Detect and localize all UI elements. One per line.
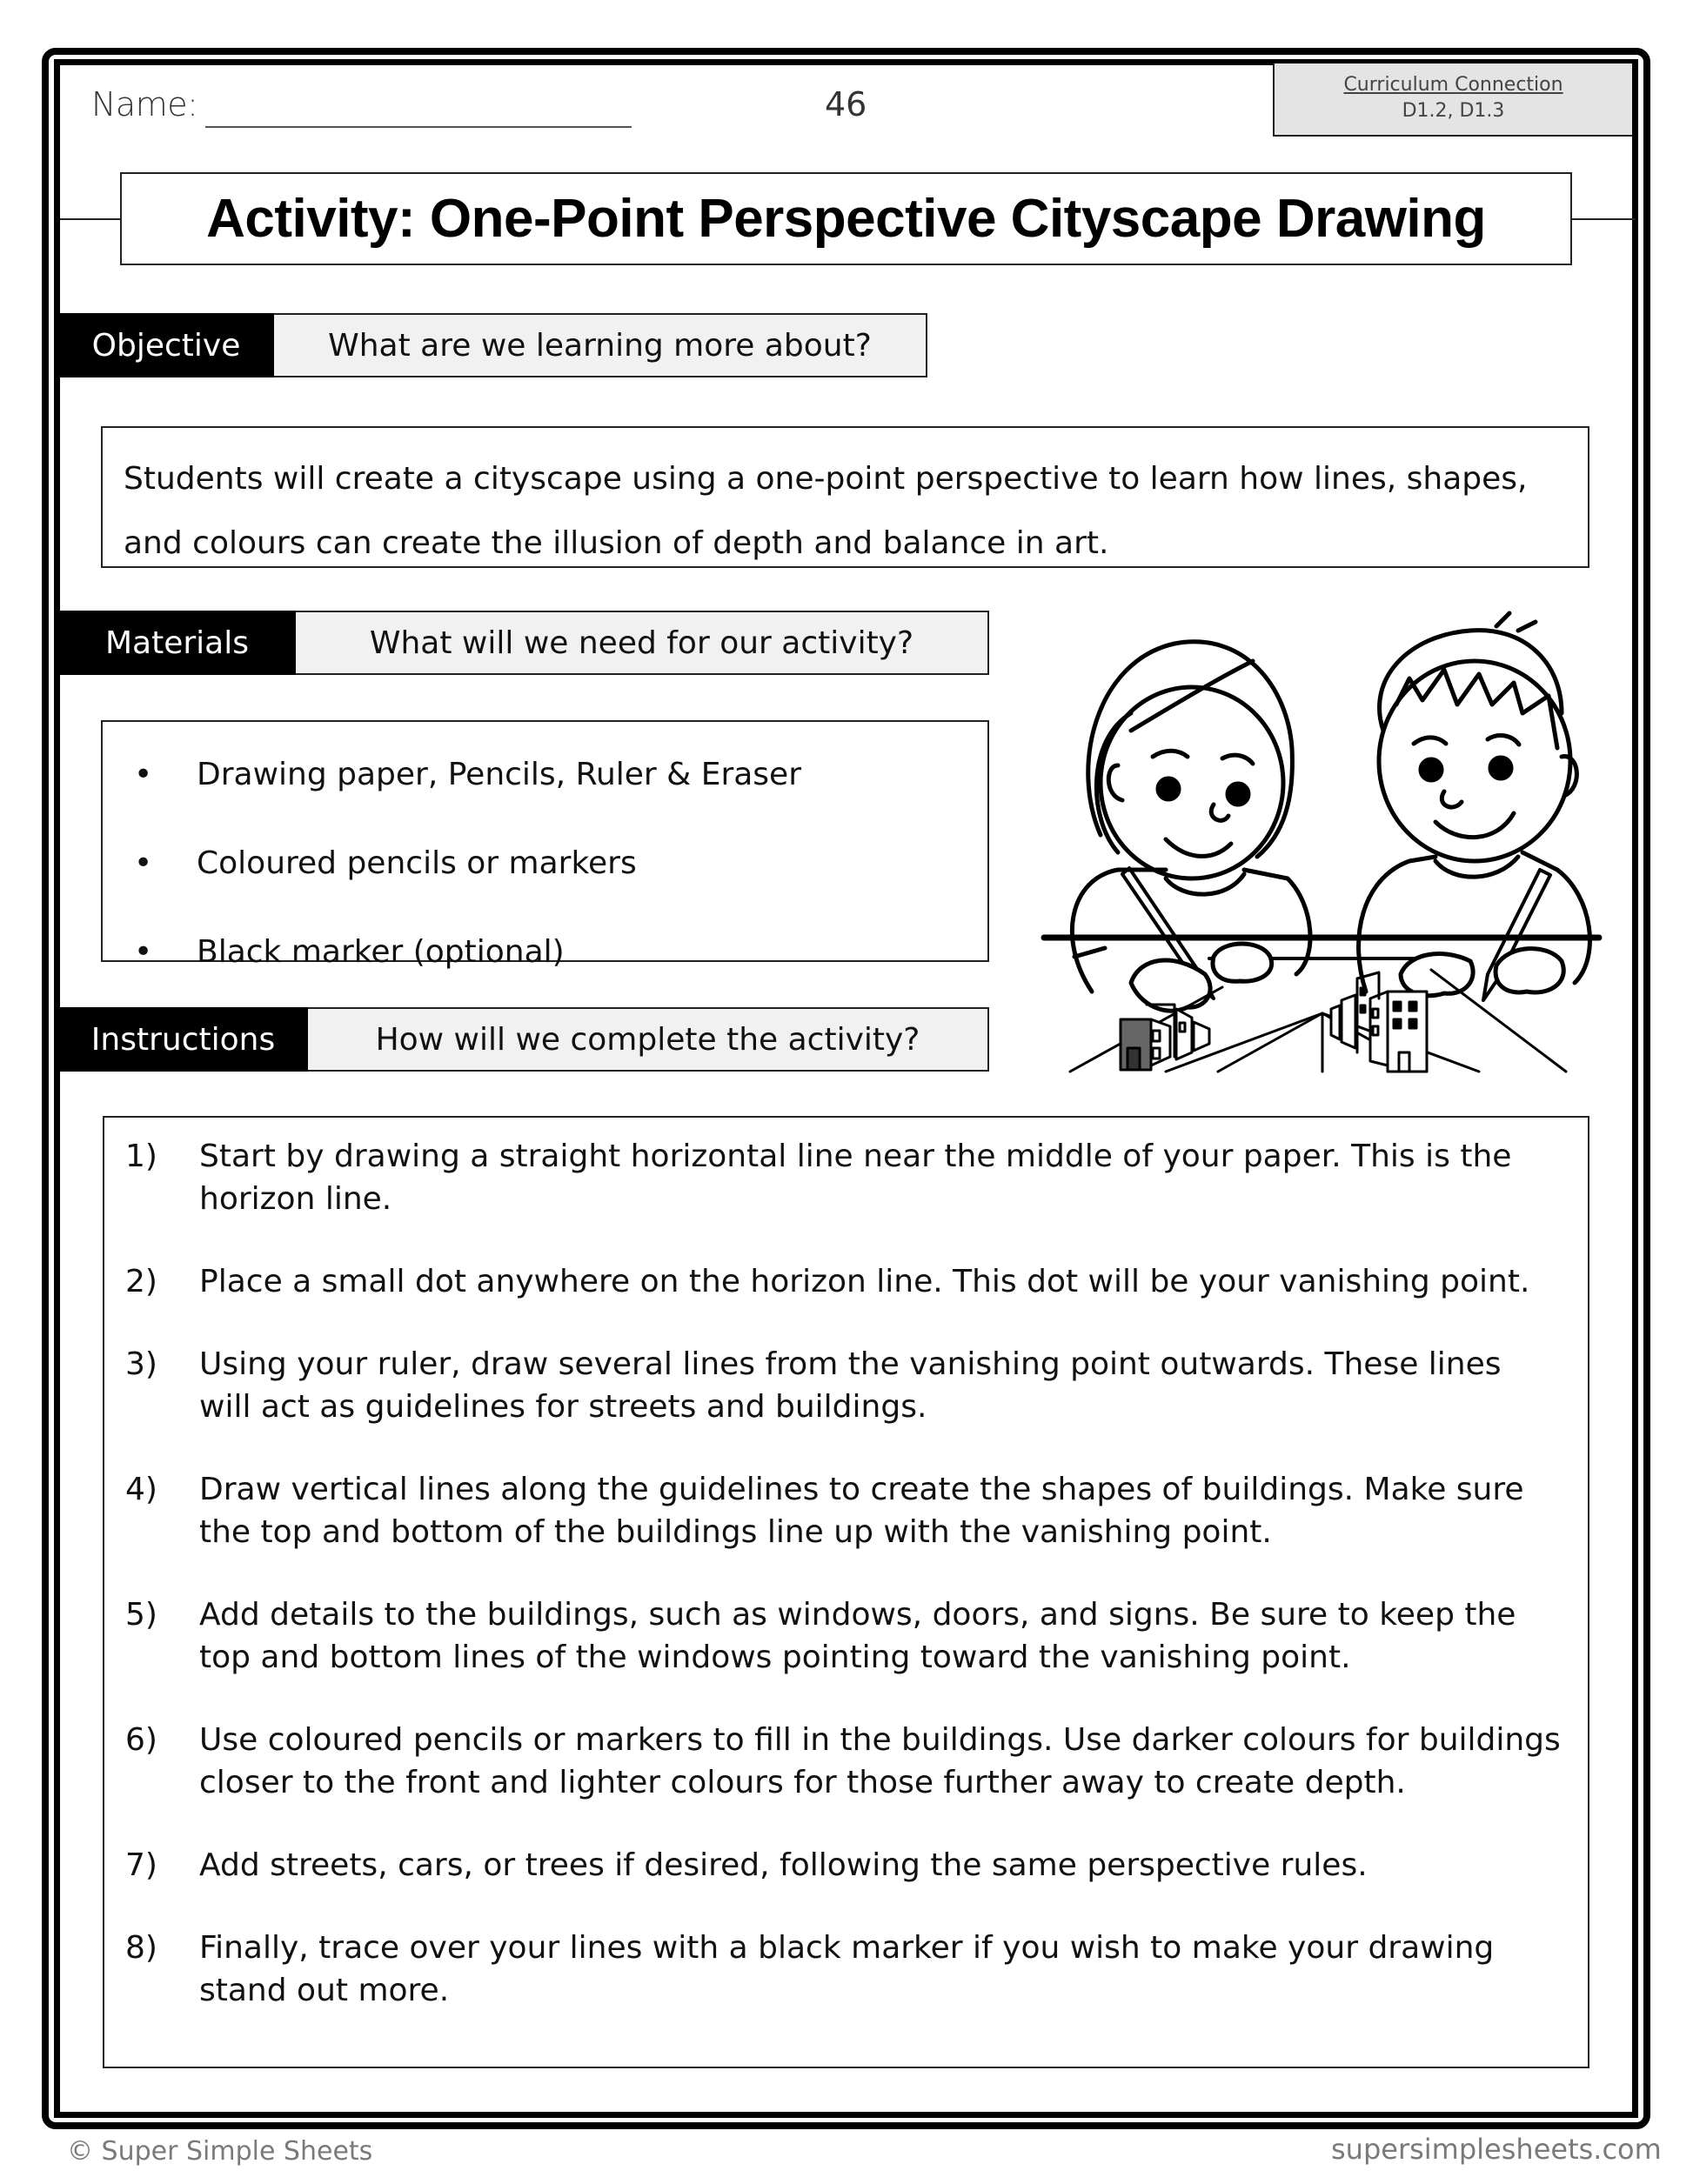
bullet-icon: • bbox=[134, 845, 153, 881]
name-label: Name: bbox=[91, 85, 198, 124]
curriculum-title: Curriculum Connection bbox=[1343, 74, 1563, 96]
page-number: 46 bbox=[825, 85, 867, 124]
materials-item: • Drawing paper, Pencils, Ruler & Eraser bbox=[134, 731, 987, 819]
instructions-question: How will we complete the activity? bbox=[308, 1007, 989, 1072]
instructions-list bbox=[103, 1116, 1589, 2068]
kids-drawing-illustration bbox=[1035, 609, 1609, 1079]
objective-header bbox=[58, 313, 927, 377]
materials-item: • Coloured pencils or markers bbox=[134, 819, 987, 908]
materials-item: • Black marker (optional) bbox=[134, 908, 987, 997]
website-link[interactable]: supersimplesheets.com bbox=[1331, 2133, 1662, 2166]
instruction-step: 2) Place a small dot anywhere on the horizon line. This dot will be your vanishing point. bbox=[125, 1264, 1530, 1299]
instructions-label: Instructions bbox=[58, 1007, 308, 1072]
objective-text: Students will create a cityscape using a one-point perspective to learn how lines, shapes, and colours can create the illusion of depth and balance in art. bbox=[101, 426, 1589, 568]
instruction-step: 8) Finally, trace over your lines with a black marker if you wish to make your drawing stand out more. bbox=[125, 1930, 1495, 2008]
curriculum-codes: D1.2, D1.3 bbox=[1402, 100, 1505, 122]
copyright-text: © Super Simple Sheets bbox=[67, 2136, 373, 2167]
objective-question: What are we learning more about? bbox=[274, 313, 927, 377]
instructions-header bbox=[58, 1007, 989, 1072]
materials-question: What will we need for our activity? bbox=[296, 611, 989, 675]
objective-label: Objective bbox=[58, 313, 274, 377]
girl-figure bbox=[1072, 642, 1310, 1011]
instruction-step: 6) Use coloured pencils or markers to fill in the buildings. Use darker colours for buildings closer to the front and lighter colours for those further away to create depth. bbox=[125, 1722, 1561, 1800]
instruction-step: 7) Add streets, cars, or trees if desired, following the same perspective rules. bbox=[125, 1847, 1368, 1883]
instruction-step: 5) Add details to the buildings, such as windows, doors, and signs. Be sure to keep the top and bottom lines of the windows pointing toward the vanishing point. bbox=[125, 1597, 1516, 1675]
name-field[interactable] bbox=[205, 126, 632, 128]
bullet-icon: • bbox=[134, 934, 153, 970]
materials-header bbox=[58, 611, 989, 675]
bullet-icon: • bbox=[134, 757, 153, 792]
boy-figure bbox=[1359, 613, 1590, 1000]
page-title: Activity: One-Point Perspective Cityscape Drawing bbox=[206, 189, 1486, 249]
materials-label: Materials bbox=[58, 611, 296, 675]
instruction-step: 3) Using your ruler, draw several lines from the vanishing point outwards. These lines will act as guidelines for streets and buildings. bbox=[125, 1346, 1502, 1425]
curriculum-connection-box bbox=[1273, 63, 1632, 137]
title-box bbox=[120, 172, 1572, 265]
materials-list bbox=[101, 720, 989, 970]
instruction-step: 4) Draw vertical lines along the guidelines to create the shapes of buildings. Make sure the top and bottom of the buildings line up with the vanishing point. bbox=[125, 1472, 1524, 1550]
instruction-step: 1) Start by drawing a straight horizontal line near the middle of your paper. This is the horizon line. bbox=[125, 1139, 1512, 1217]
